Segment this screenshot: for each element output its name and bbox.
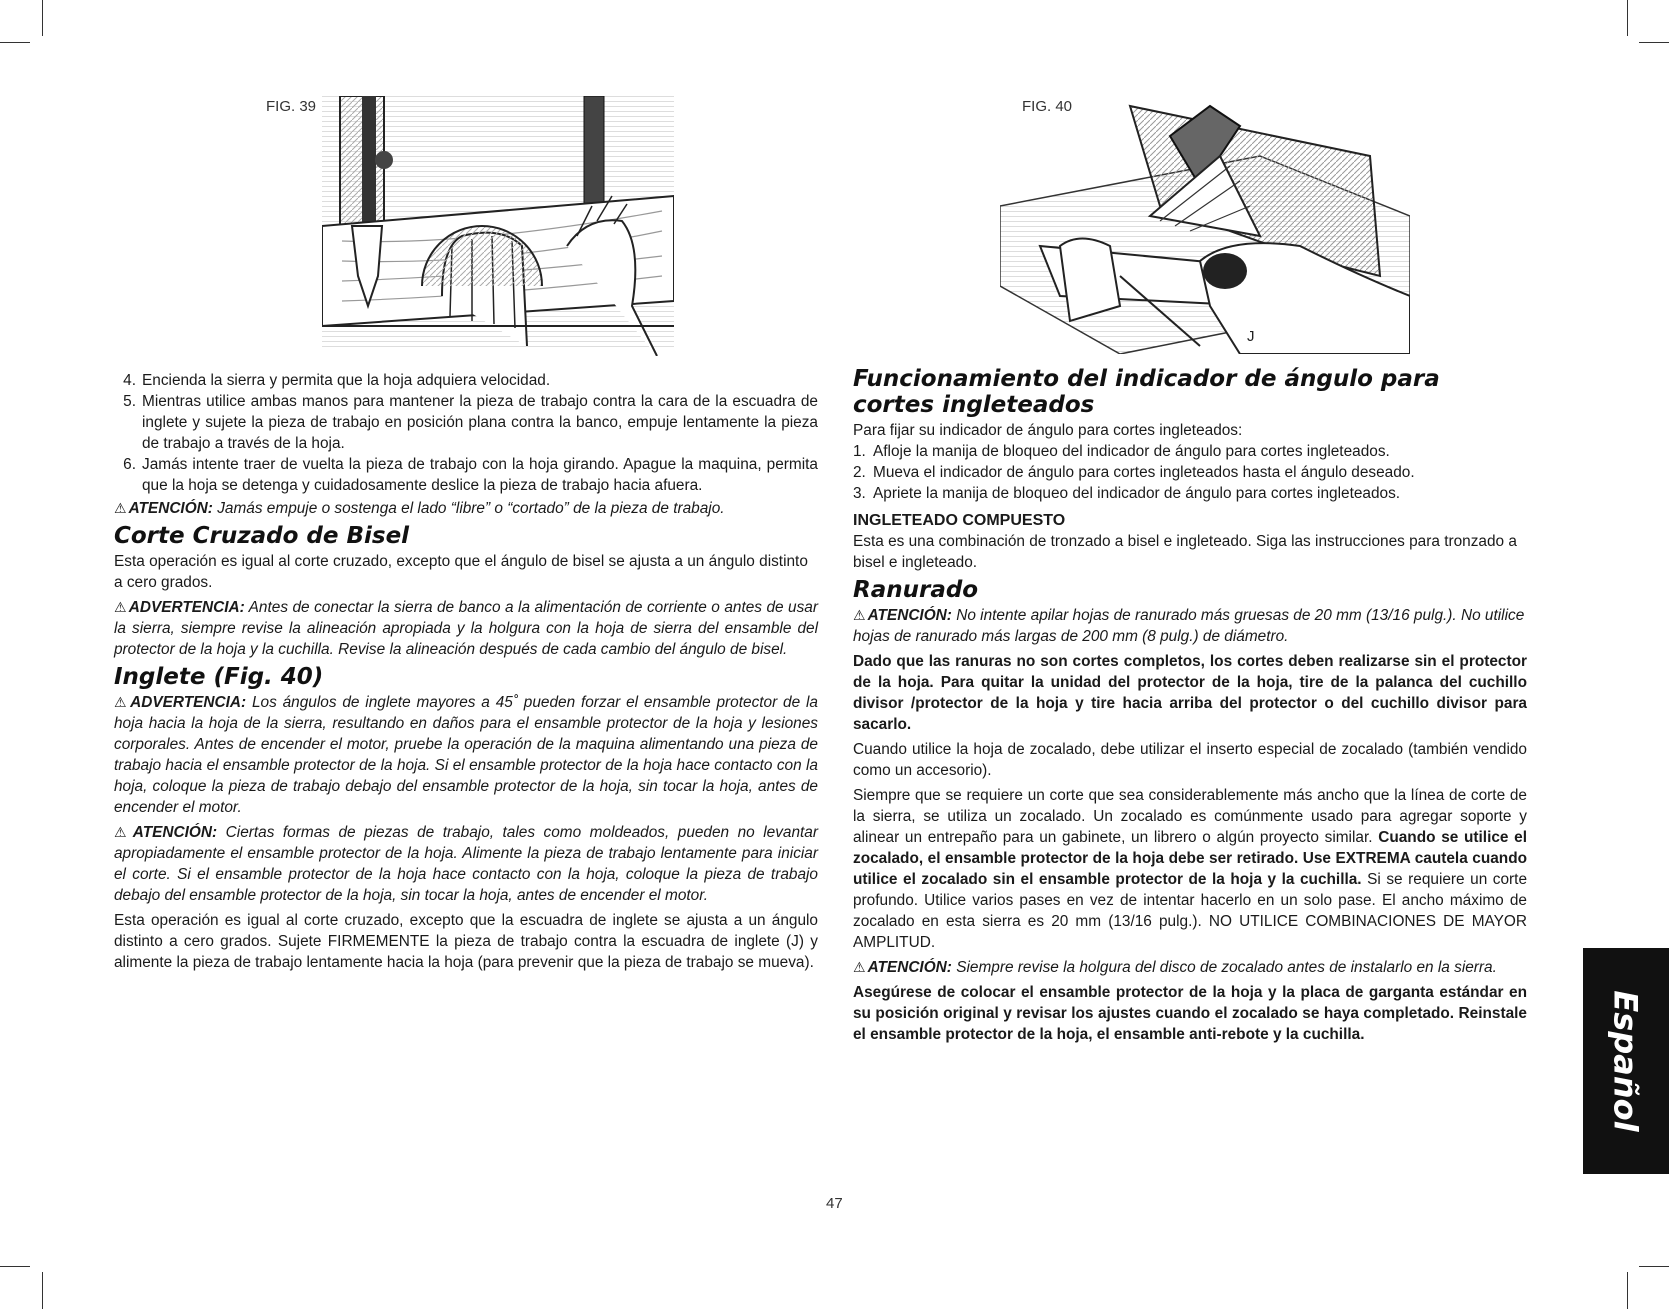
step-4 — [114, 370, 818, 391]
warning-icon: ⚠ — [114, 824, 131, 840]
warning-icon: ⚠ — [853, 959, 866, 975]
warning-text: Ciertas formas de piezas de trabajo, tales como moldeados, pueden no levantar apropiadamente el ensamble protector de la hoja. Alimente la pieza de trabajo lentamente para iniciar el corte. Si el ensamble protector de la hoja hace contacto con la hoja, coloque la pieza de trabajo debajo del ensamble protector de la hoja, sin tocar la hoja, antes de encender el motor. — [114, 824, 818, 904]
warning-keyword: ADVERTENCIA: — [128, 599, 245, 616]
warning-text: Antes de conectar la sierra de banco a la alimentación de corriente o antes de usar la sierra, siempre revise la alineación apropiada y la holgura con la hoja de sierra del ensamble del protector de la hoja y la cuchilla. Revise la alineación después de cada cambio del ángulo de bisel. — [114, 599, 818, 658]
dado-final-note: Asegúrese de colocar el ensamble protector de la hoja y la placa de garganta estándar en su posición original y revisar los ajustes cuando el zocalado se haya completado. Reinstale el ensamble protector de la hoja, el ensamble anti-rebote y la cuchilla. — [853, 984, 1527, 1043]
bevel-heading: Corte Cruzado de Bisel — [114, 523, 410, 549]
warning-text: Jamás empuje o sostenga el lado “libre” o “cortado” de la pieza de trabajo. — [217, 500, 725, 517]
compound-text: Esta es una combinación de tronzado a bisel e ingleteado. Siga las instrucciones para tronzado a bisel e ingleteado. — [853, 533, 1517, 571]
fig40-label: FIG. 40 — [1022, 98, 1073, 115]
step-number: 5. — [123, 393, 136, 410]
step-number: 4. — [123, 372, 136, 389]
step-6 — [114, 454, 818, 496]
warning-keyword: ATENCIÓN: — [867, 607, 952, 624]
step-text: Apriete la manija de bloqueo del indicador de ángulo para cortes ingleteados. — [873, 485, 1401, 502]
miter-gauge-heading: Funcionamiento del indicador de ángulo para cortes ingleteados — [853, 366, 1440, 418]
crop-mark — [42, 1272, 43, 1309]
crop-mark — [0, 1266, 30, 1267]
warning-keyword: ATENCIÓN: — [128, 500, 213, 517]
warning-icon: ⚠ — [114, 500, 127, 516]
crop-mark — [0, 42, 30, 43]
compound-heading: INGLETEADO COMPUESTO — [853, 512, 1066, 529]
step-text: Mientras utilice ambas manos para mantener la pieza de trabajo contra la cara de la escuadra de inglete y sujete la pieza de trabajo en posición plana contra la banco, empuje lentamente la pieza de trabajo a través de la hoja. — [142, 393, 818, 452]
step-number: 6. — [123, 456, 136, 473]
page-number: 47 — [826, 1195, 843, 1212]
dado-heading: Ranurado — [853, 577, 979, 603]
dado-warning-1 — [853, 605, 1527, 647]
right-column — [853, 362, 1527, 1049]
dado-para-2-end: Si se requiere un corte profundo. Utilice varios pases en vez de intentar hacerlo en un solo pase. El ancho máximo de zocalado en esta sierra es 20 mm (13/16 pulg.). NO UTILICE COMBINACIONES DE MAYOR AMPLITUD. — [853, 871, 1528, 951]
step-number: 3. — [853, 485, 866, 502]
crop-mark — [1627, 0, 1628, 36]
left-column — [114, 370, 818, 977]
fig40-callout-j: J — [1247, 328, 1255, 345]
miter-gauge-intro: Para fijar su indicador de ángulo para cortes ingleteados: — [853, 422, 1243, 439]
fig40-illustration — [1000, 96, 1410, 354]
fig39-label: FIG. 39 — [266, 98, 317, 115]
warning-keyword: ATENCIÓN: — [867, 959, 952, 976]
step-5 — [114, 391, 818, 454]
warning-icon: ⚠ — [114, 694, 129, 710]
bevel-text: Esta operación es igual al corte cruzado, excepto que el ángulo de bisel se ajusta a un ángulo distinto a cero grados. — [114, 553, 808, 591]
step-text: Encienda la sierra y permita que la hoja adquiera velocidad. — [142, 372, 551, 389]
step-number: 2. — [853, 464, 866, 481]
warning-keyword: ADVERTENCIA: — [130, 694, 247, 711]
miter-text: Esta operación es igual al corte cruzado, excepto que la escuadra de inglete se ajusta a un ángulo distinto a cero grados. Sujete FIRMEMENTE la pieza de trabajo contra la escuadra de inglete (J) y alimente la pieza de trabajo lentamente hacia la hoja (para prevenir que la pieza de trabajo se mueva). — [114, 912, 818, 971]
dado-para-2 — [853, 785, 1527, 953]
gauge-step-1 — [853, 441, 1527, 462]
warning-text: Siempre revise la holgura del disco de zocalado antes de instalarlo en la sierra. — [956, 959, 1497, 976]
language-tab — [1583, 948, 1669, 1174]
miter-warning-2 — [114, 822, 818, 906]
gauge-step-3 — [853, 483, 1527, 504]
miter-heading: Inglete (Fig. 40) — [114, 664, 324, 690]
dado-warning-2 — [853, 957, 1527, 978]
miter-warning-1 — [114, 692, 818, 818]
step-text: Mueva el indicador de ángulo para cortes ingleteados hasta el ángulo deseado. — [873, 464, 1415, 481]
dado-para-1: Cuando utilice la hoja de zocalado, debe utilizar el inserto especial de zocalado (también vendido como un accesorio). — [853, 741, 1527, 779]
step-text: Afloje la manija de bloqueo del indicador de ángulo para cortes ingleteados. — [873, 443, 1390, 460]
warning-keyword: ATENCIÓN: — [132, 824, 218, 841]
dado-para-2-bold: Cuando se utilice el zocalado, el ensamble protector de la hoja debe ser retirado. Use EXTREMA cautela cuando utilice el zocalado sin el ensamble protector de la hoja y la cuchilla. — [853, 829, 1527, 888]
warning-icon: ⚠ — [853, 607, 866, 623]
crop-mark — [1627, 1272, 1628, 1309]
step-text: Jamás intente traer de vuelta la pieza de trabajo con la hoja girando. Apague la maquina, permita que la hoja se detenga y cuidadosamente deslice la pieza de trabajo hacia afuera. — [142, 456, 818, 494]
fig39-illustration — [322, 96, 674, 356]
bevel-warning — [114, 597, 818, 660]
warning-push — [114, 498, 818, 519]
language-tab-label: Español — [1607, 990, 1646, 1132]
warning-icon: ⚠ — [114, 599, 127, 615]
dado-bold-note: Dado que las ranuras no son cortes completos, los cortes deben realizarse sin el protector de la hoja. Para quitar la unidad del protector de la hoja, tire de la palanca del cuchillo divisor /protector de la hoja y tire hacia arriba del protector o del cuchillo divisor para sacarlo. — [853, 653, 1527, 733]
gauge-step-2 — [853, 462, 1527, 483]
step-number: 1. — [853, 443, 866, 460]
crop-mark — [1639, 1266, 1669, 1267]
dado-para-2-start: Siempre que se requiere un corte que sea considerablemente más ancho que la línea de corte de la sierra, se utiliza un zocalado. Un zocalado es comúnmente usado para agregar soporte y alinear un entrepaño para un gabinete, un librero o algún proyecto similar. — [853, 787, 1527, 846]
crop-mark — [42, 0, 43, 36]
warning-text: No intente apilar hojas de ranurado más gruesas de 20 mm (13/16 pulg.). No utilice hojas de ranurado más largas de 200 mm (8 pulg.) de diámetro. — [853, 607, 1525, 645]
warning-text: Los ángulos de inglete mayores a 45˚ pueden forzar el ensamble protector de la hoja hacia la hoja de la sierra, resultando en daños para el ensamble protector de la hoja y lesiones corporales. Antes de encender el motor, pruebe la operación de la maquina alimentando una pieza de trabajo hacia el ensamble protector de la hoja. Si el ensamble protector de la hoja hace contacto con la hoja, coloque la pieza de trabajo debajo del ensamble protector de la hoja, sin tocar la hoja, antes de encender el motor. — [114, 694, 818, 816]
crop-mark — [1639, 42, 1669, 43]
